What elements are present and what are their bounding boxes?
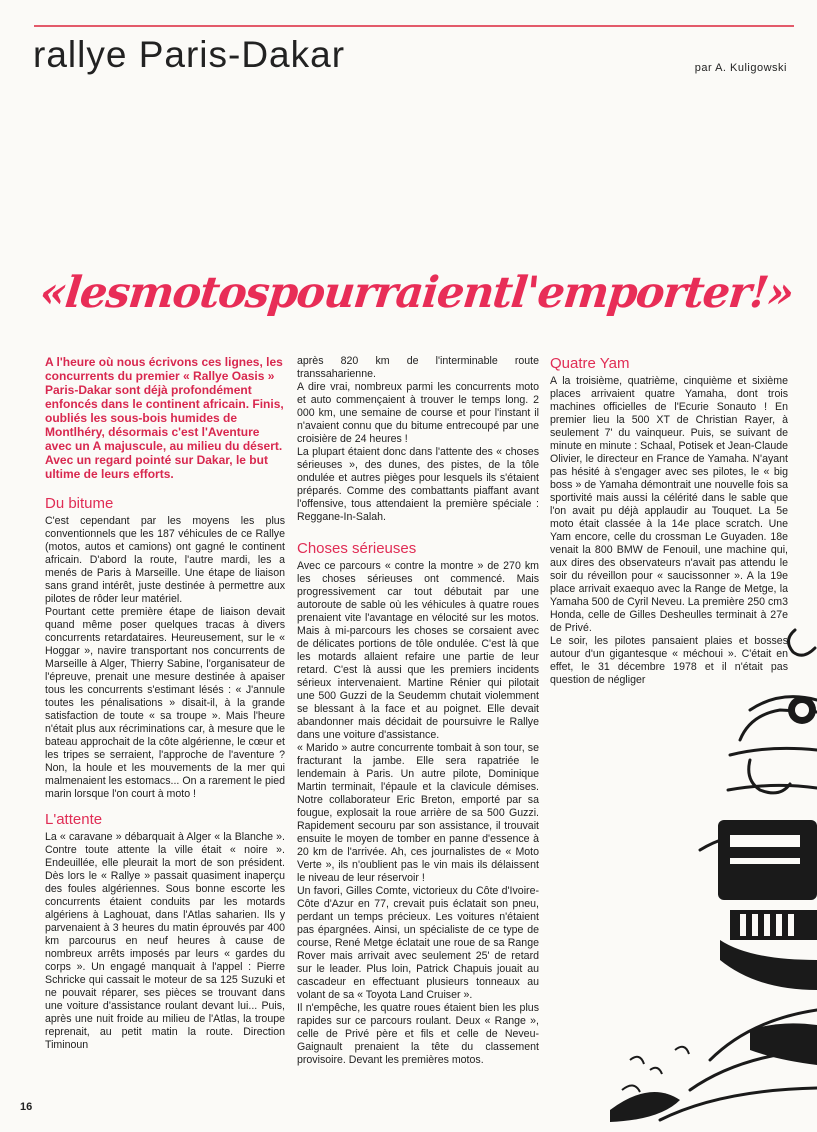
author-byline: par A. Kuligowski xyxy=(694,62,787,74)
top-rule xyxy=(34,25,794,27)
truck-cartoon-illustration xyxy=(600,590,817,1132)
paragraph: A dire vrai, nombreux parmi les concurrents moto et auto commençaient à trouver le temps long. 2 000 km, une semaine de course et pour l'instant il n'avaient connu que du bitume entrecoupé par une croisière de 24 heures ! xyxy=(297,381,539,445)
paragraph: A la troisième, quatrième, cinquième et sixième places arrivaient quatre Yamaha, dont trois machines officielles de l'Ecurie Sonauto ! En premier lieu la 500 XT de Christian Rayer, à seulement 7' du vainqueur. Puis, se suivant de minute en minute : Schaal, Potisek et Jean-Claude Olivier, le directeur en France de Yamaha. N'ayant pas hésité à s'engager avec ses pilotes, le « big boss » de Yamaha démontrait une nouvelle fois sa sportivité mais aussi la célérité dans le sable que l'on avait pu déjà applaudir au Touquet. La 5e moto était classée à la 14e place scratch. Une Yam encore, celle du crossman Le Guyaden. 18e venait la 800 BMW de Fenouil, une machine qui, aux dires des observateurs n'avait pas attendu le soir du réveillon pour « saucissonner ». A la 19e place arrivait exaequo avec la Range de Metge, la Yamaha 500 de Cyril Neveu. La première 250 cm3 Honda, celle de Gilles Desheulles terminait à 27e de Privé. xyxy=(550,375,788,634)
paragraph: Le soir, les pilotes pansaient plaies et bosses autour d'un gigantesque « méchoui ». C'était en effet, le 31 décembre 1978 et il n'était pas question de négliger xyxy=(550,635,788,686)
page-number: 16 xyxy=(20,1101,33,1113)
paragraph: Avec ce parcours « contre la montre » de 270 km les choses sérieuses ont commencé. Mais progressivement car tout débutait par une autoroute de sable où les véhicules à quatre roues prenaient vite l'avantage en vélocité sur les motos. Mais à mi-parcours les choses se corsaient avec de délicates portions de tôle ondulée. C'est là que les motards allaient refaire une partie de leur retard. C'est là aussi que les premiers incidents sérieux intervenaient. Martine Rénier qui pilotait une 500 Guzzi de la Seudemm chutait violemment se blessant à la face et au poignet. Elle devait abandonner mais décidait de poursuivre le Rallye dans une voiture d'assistance. xyxy=(297,560,539,741)
section-title-choses-serieuses: Choses sérieuses xyxy=(297,540,417,557)
paragraph: C'est cependant par les moyens les plus conventionnels que les 187 véhicules de ce Rallye (motos, autos et camions) ont gagné le continent africain. D'abord la route, l'autre mardi, les a menés de Paris à Marseille. Une étape de liaison sans grand intérêt, juste destinée à permettre aux pilotes de rôder leur matériel. xyxy=(45,515,285,605)
paragraph: Il n'empêche, les quatre roues étaient bien les plus rapides sur ce parcours roulant. Deux « Range », celle de Privé père et fils et celle de Neveu-Gaignault prenaient la tête du classement provisoire. Devant les premières motos. xyxy=(297,1002,539,1066)
lead-paragraph: A l'heure où nous écrivons ces lignes, les concurrents du premier « Rallye Oasis » Paris-Dakar sont déjà profondément enfoncés dans le continent africain. Finis, oubliés les sous-bois humides de Montlhéry, désormais c'est l'Aventure avec un A majuscule, au milieu du désert. Avec un regard pointé sur Dakar, le but ultime de leurs efforts. xyxy=(45,355,284,481)
section-title-l-attente: L'attente xyxy=(45,811,103,828)
column-2 xyxy=(297,355,539,1067)
section-title-quatre-yam: Quatre Yam xyxy=(550,355,630,372)
paragraph: La plupart étaient donc dans l'attente des « choses sérieuses », des dunes, des pistes, de la tôle ondulée et autres pièges pour lesquels ils s'étaient préparés. Comme des combattants piaffant avant l'offensive, tous attendaient la première spéciale : Reggane-In-Salah. xyxy=(297,446,539,523)
article-headline: «lesmotospourraientl'emporter!» xyxy=(37,268,796,318)
column-1 xyxy=(45,355,285,1052)
paragraph: Un favori, Gilles Comte, victorieux du Côte d'Ivoire-Côte d'Azur en 77, crevait puis éclatait son pneu, perdant un temps précieux. Les voitures n'étaient pas épargnées. Ainsi, un spécialiste de ce type de course, René Metge éclatait une roue de sa Range Rover mais arrivait avec seulement 25' de retard sur le leader. Plus loin, Patrick Chapuis jouait au cascadeur en effectuant plusieurs tonneaux au volant de sa « Toyota Land Cruiser ». xyxy=(297,885,539,1001)
page-title: rallye Paris-Dakar xyxy=(33,34,346,75)
paragraph: après 820 km de l'interminable route transsaharienne. xyxy=(297,355,539,380)
section-title-du-bitume: Du bitume xyxy=(45,495,114,512)
paragraph: « Marido » autre concurrente tombait à son tour, se fracturant la jambe. Elle sera rapatriée le lendemain à Paris. Un autre pilote, Dominique Martin terminait, l'épaule et la clavicule démises. Notre collaborateur Eric Breton, emporté par sa fougue, explosait la roue arrière de sa 500 Guzzi. Rapidement secouru par son assistance, il trouvait ensuite le moyen de tomber en panne d'essence à 20 km de l'arrivée. Ah, ces journalistes de « Moto Verte », ils n'oublient pas le vin mais ils délaissent le niveau de leur réservoir ! xyxy=(297,742,539,884)
paragraph: Pourtant cette première étape de liaison devait quand même poser quelques tracas à divers concurrents retardataires. Heureusement, sur le « Hoggar », navire transportant nos concurrents de Marseille à Alger, Thierry Sabine, l'organisateur de l'épreuve, prenait une mesure destinée à apaiser tous les concurrents s'estimant lésés : « J'annule toutes les pénalisations » disait-il, à la grande satisfaction de toute « sa troupe ». Mais l'heure n'était plus aux récriminations car, à mesure que le bateau approchait de la côte algérienne, le cœur et les tripes se serraient, l'approche de l'aventure ? Non, la houle et les mouvements de la mer qui malmenaient les estomacs... On a rarement le pied marin lorsque l'on court à moto ! xyxy=(45,606,285,800)
paragraph: La « caravane » débarquait à Alger « la Blanche ». Contre toute attente la ville était « noire ». Endeuillée, elle pleurait la mort de son président. Dès lors le « Rallye » passait quasiment inaperçu des foules algériennes. Sous bonne escorte les concurrents étaient conduits par les motards algériens à Laghouat, dans l'Atlas saharien. Ils y parvenaient à 3 heures du matin éprouvés par 400 km parcourus en neuf heures à cause de nombreux arrêts imposés par leurs « gardes du corps ». Un engagé manquait à l'appel : Pierre Schricke qui cassait le moteur de sa 125 Suzuki et ne pouvait réparer, ses pièces se trouvant dans une voiture d'assistance roulant devant lui... Puis, après une nuit froide au milieu de l'Atlas, la troupe reprenait, au petit matin la route. Direction Timinoun xyxy=(45,831,285,1051)
